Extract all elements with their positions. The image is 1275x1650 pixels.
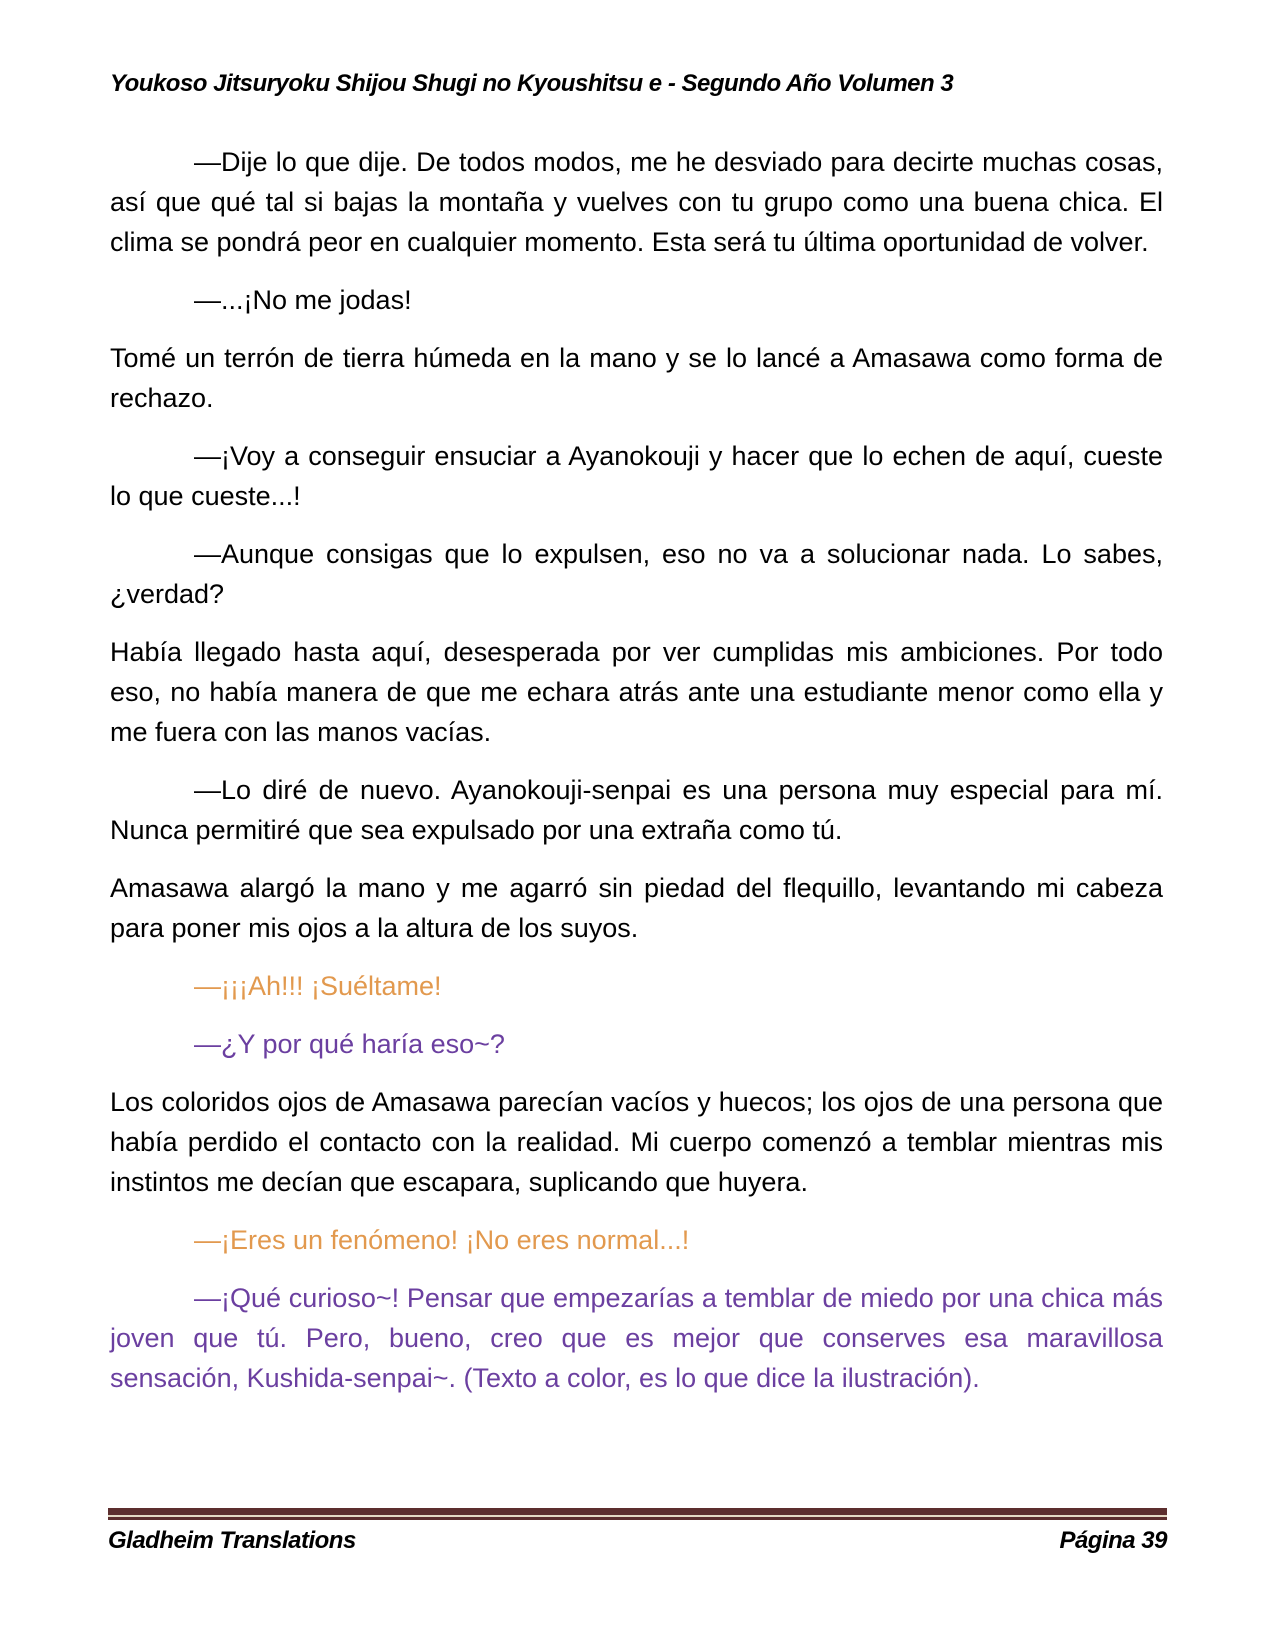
- paragraph-narration: Los coloridos ojos de Amasawa parecían vacíos y huecos; los ojos de una persona que había perdido el contacto con la realidad. Mi cuerpo comenzó a temblar mientras mis instintos me decían que escapara, suplicando que huyera.: [110, 1087, 1163, 1197]
- paragraph-dialogue: —¡Voy a conseguir ensuciar a Ayanokouji y hacer que lo echen de aquí, cueste lo que cueste...!: [110, 441, 1163, 511]
- footer-divider-thick: [108, 1508, 1167, 1515]
- paragraph-narration: Había llegado hasta aquí, desesperada por ver cumplidas mis ambiciones. Por todo eso, no había manera de que me echara atrás ante una estudiante menor como ella y me fuera con las manos vacías.: [110, 637, 1163, 747]
- paragraph-narration: Amasawa alargó la mano y me agarró sin piedad del flequillo, levantando mi cabeza para poner mis ojos a la altura de los suyos.: [110, 873, 1163, 943]
- page-body: [110, 142, 1163, 1416]
- paragraph-dialogue: —Aunque consigas que lo expulsen, eso no va a solucionar nada. Lo sabes, ¿verdad?: [110, 539, 1163, 609]
- page-footer: [108, 1508, 1167, 1555]
- paragraph-dialogue-purple: —¿Y por qué haría eso~?: [194, 1029, 505, 1059]
- footer-translator-credit: Gladheim Translations: [108, 1527, 356, 1554]
- page-header-title: Youkoso Jitsuryoku Shijou Shugi no Kyoushitsu e - Segundo Año Volumen 3: [110, 70, 954, 97]
- paragraph-narration: Tomé un terrón de tierra húmeda en la mano y se lo lancé a Amasawa como forma de rechazo.: [110, 343, 1163, 413]
- paragraph-dialogue: —Lo diré de nuevo. Ayanokouji-senpai es una persona muy especial para mí. Nunca permitiré que sea expulsado por una extraña como tú.: [110, 775, 1163, 845]
- paragraph-dialogue: —...¡No me jodas!: [194, 285, 412, 315]
- paragraph-dialogue-orange: —¡¡¡Ah!!! ¡Suéltame!: [194, 971, 442, 1001]
- paragraph-dialogue: —Dije lo que dije. De todos modos, me he desviado para decirte muchas cosas, así que qué tal si bajas la montaña y vuelves con tu grupo como una buena chica. El clima se pondrá peor en cualquier momento. Esta será tu última oportunidad de volver.: [110, 147, 1163, 257]
- footer-page-number: Página 39: [1059, 1527, 1167, 1554]
- paragraph-dialogue-purple: —¡Qué curioso~! Pensar que empezarías a temblar de miedo por una chica más joven que tú. Pero, bueno, creo que es mejor que conserves esa maravillosa sensación, Kushida-senpai~. (Texto a color, es lo que dice la ilustración).: [110, 1283, 1163, 1393]
- paragraph-dialogue-orange: —¡Eres un fenómeno! ¡No eres normal...!: [194, 1225, 690, 1255]
